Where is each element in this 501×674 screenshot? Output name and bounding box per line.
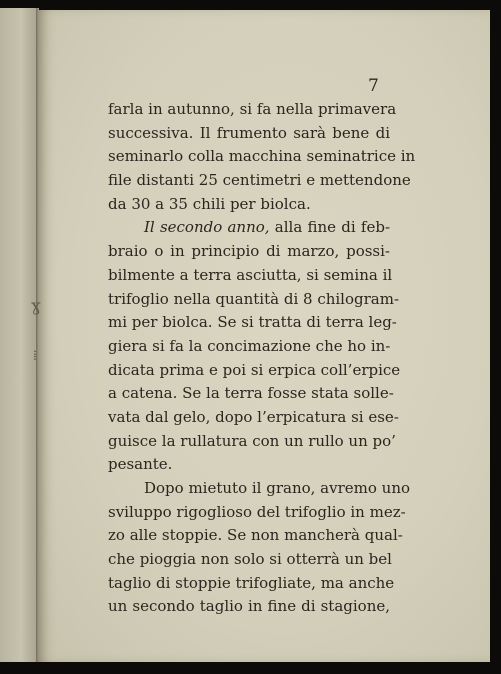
text-line: a catena. Se la terra fosse stata solle- — [108, 384, 394, 403]
text-line: da 30 a 35 chili per biolca. — [108, 194, 311, 213]
text-line: Dopo mietuto il grano, avremo uno — [144, 479, 411, 497]
binding-thread-mark: ⁞ — [33, 348, 37, 364]
text-line: successiva. Il frumento sarà bene di — [108, 123, 390, 142]
italic-lead: Il secondo anno, — [144, 218, 270, 237]
text-line: farla in autunno, si fa nella primavera — [108, 100, 397, 118]
text-line: che pioggia non solo si otterrà un bel — [108, 550, 392, 569]
text-line: dicata prima e poi si erpica coll’erpice — [108, 360, 401, 379]
page-number: 7 — [368, 76, 379, 96]
paragraph-first-line — [108, 216, 390, 240]
text-line: trifoglio nella quantità di 8 chilogram- — [108, 289, 400, 308]
text-line: giera si fa la concimazione che ho in- — [108, 336, 391, 355]
text-line: pesante. — [108, 455, 173, 474]
text-line: mi per biolca. Se si tratta di terra leg- — [108, 313, 397, 332]
text-line: taglio di stoppie trifogliate, ma anche — [108, 573, 395, 592]
text-line: sviluppo rigoglioso del trifoglio in mez- — [108, 502, 406, 521]
binding-thread-mark: ɣ — [31, 296, 41, 315]
text-line: un secondo taglio in fine di stagione, — [108, 597, 390, 616]
text-line: file distanti 25 centimetri e mettendone — [108, 171, 411, 190]
facing-page-edge — [0, 8, 38, 662]
text-line: vata dal gelo, dopo l’erpicatura si ese- — [108, 407, 399, 426]
text-line: braio o in principio di marzo, possi- — [108, 242, 390, 261]
text-line: zo alle stoppie. Se non mancherà qual- — [108, 526, 403, 545]
text-line: bilmente a terra asciutta, si semina il — [108, 265, 393, 284]
lead-rest: alla fine di feb- — [269, 218, 391, 237]
text-line: guisce la rullatura con un rullo un po’ — [108, 431, 396, 450]
body-text — [108, 98, 416, 619]
text-line: seminarlo colla macchina seminatrice in — [108, 147, 416, 166]
